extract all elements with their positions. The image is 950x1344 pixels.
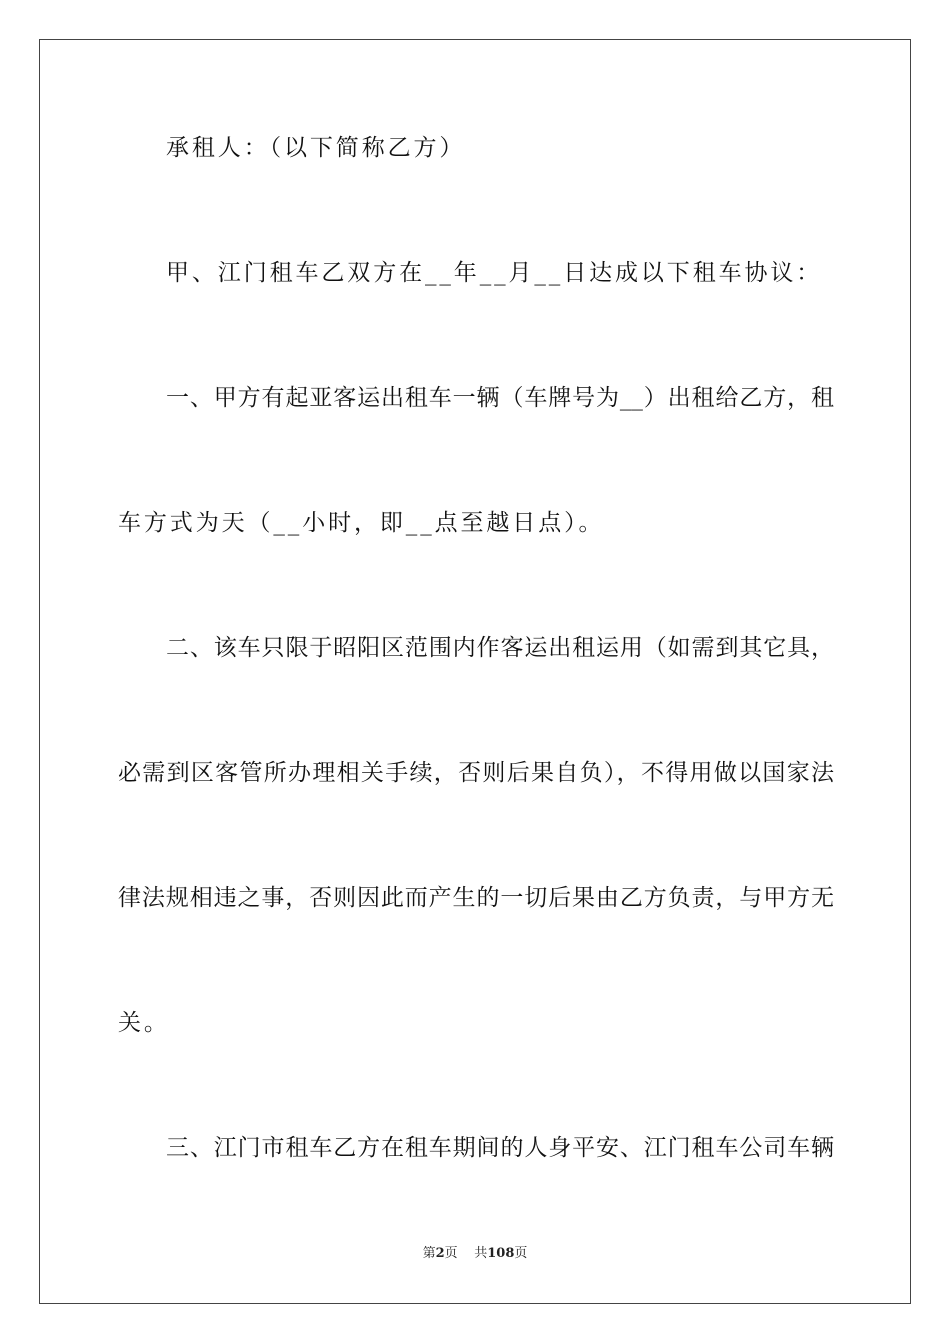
page-border bbox=[39, 39, 911, 1304]
clause-2-line-1: 二、该车只限于昭阳区范围内作客运出租运用（如需到其它具， bbox=[166, 635, 834, 661]
footer-page-suffix: 页 bbox=[444, 1246, 458, 1261]
footer-total-prefix: 共 bbox=[474, 1246, 488, 1261]
footer-total-suffix: 页 bbox=[514, 1246, 528, 1261]
clause-1-line-1: 一、甲方有起亚客运出租车一辆（车牌号为__）出租给乙方，租 bbox=[166, 385, 834, 411]
clause-2-line-4: 关。 bbox=[118, 1010, 170, 1036]
clause-2-line-2: 必需到区客管所办理相关手续，否则后果自负），不得用做以国家法 bbox=[118, 760, 834, 786]
paragraph-agreement-intro: 甲、江门租车乙双方在__年__月__日达成以下租车协议： bbox=[166, 260, 823, 286]
footer-total-pages: 108 bbox=[487, 1246, 515, 1261]
paragraph-lessee: 承租人：（以下简称乙方） bbox=[166, 135, 466, 161]
clause-2-line-3: 律法规相违之事，否则因此而产生的一切后果由乙方负责，与甲方无 bbox=[118, 885, 834, 911]
clause-3-line-1: 三、江门市租车乙方在租车期间的人身平安、江门租车公司车辆 bbox=[166, 1135, 834, 1161]
page-footer bbox=[0, 1245, 950, 1263]
footer-page-prefix: 第 bbox=[422, 1246, 436, 1261]
footer-page-number: 2 bbox=[435, 1246, 445, 1261]
clause-1-line-2: 车方式为天（__小时，即__点至越日点）。 bbox=[118, 510, 605, 536]
